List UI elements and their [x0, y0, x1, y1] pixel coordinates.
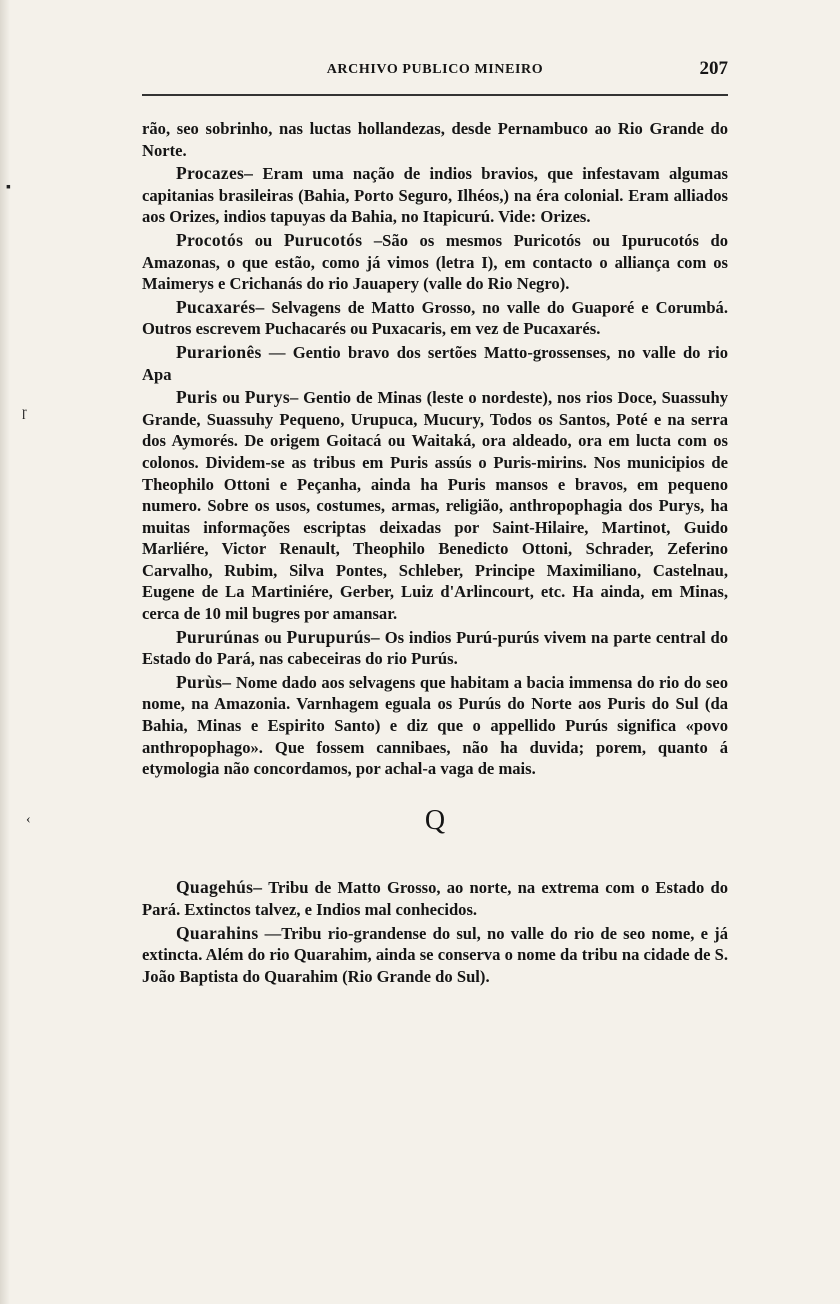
page-number: 207 — [699, 58, 728, 79]
entry-pururunas: Pururúnas ou Purupurús– Os indios Purú-purús vivem na parte central do Estado do Pará, nas cabeceiras do rio Purús. — [142, 626, 728, 669]
margin-mark: ɼ — [22, 405, 27, 420]
entry-puris: Puris ou Purys– Gentio de Minas (leste o nordeste), nos rios Doce, Suassuhy Grande, Suassuhy Pequeno, Urupuca, Mucury, Todos os Santos, Poté e na serra dos Aymorés. De origem Goitacá ou Waitaká, ora aldeado, ora em lucta com os colonos. Dividem-se as tribus em Puris assús o Puris-mirins. Nos municipios de Theophilo Ottoni e Peçanha, ainda ha Puris mansos e bravos, em pequeno numero. Sobre os usos, costumes, armas, religião, anthropophagia dos Purys, ha muitas informações escriptas deixadas por Saint-Hilaire, Martinot, Guido Marliére, Victor Renault, Theophilo Benedicto Ottoni, Schrader, Zeferino Carvalho, Rubim, Silva Pontes, Schleber, Principe Maximiliano, Castelnau, Eugene de La Martiniére, Gerber, Luiz d'Arlincourt, etc. Ha ainda, em Minas, cerca de 10 mil bugres por amansar. — [142, 387, 728, 624]
entry-pucaxares: Pucaxarés– Selvagens de Matto Grosso, no valle do Guaporé e Corumbá. Outros escrevem Puchacarés ou Puxacaris, em vez de Pucaxarés. — [142, 296, 728, 339]
section-letter: Q — [424, 804, 446, 836]
entry-head-alt: Purupurús– — [286, 626, 380, 647]
entry-procazes: Procazes– Eram uma nação de indios bravios, que infestavam algumas capitanias brasileiras (Bahia, Porto Seguro, Ilhéos,) na éra colonial. Eram alliados aos Orizes, indios tapuyas da Bahia, no Itapicurú. Vide: Orizes. — [142, 163, 728, 227]
entry-purariones: Purarionês — Gentio bravo dos sertões Matto-grossenses, no valle do rio Apa — [142, 341, 728, 384]
body-text — [142, 118, 728, 989]
entry-head: Purùs– — [176, 671, 232, 692]
header-rule — [142, 94, 728, 96]
entry-purus: Purùs– Nome dado aos selvagens que habitam a bacia immensa do rio do seo nome, na Amazonia. Varnhagem eguala os Purús do Norte aos Puris do Sul (da Bahia, Minas e Espirito Santo) e diz que o appellido Purús significa «povo anthropophago». Que fossem cannibaes, não ha duvida; porem, quanto á etymologia não concordamos, por achal-a vaga de mais. — [142, 671, 728, 779]
entry-head: Pucaxarés– — [176, 296, 265, 317]
entry-head-alt: Purys — [244, 387, 290, 408]
entry-procotos: Procotós ou Purucotós –São os mesmos Puricotós ou Ipurucotós do Amazonas, o que estão, como já vimos (letra I), em contacto o alliança com os Maimerys e Crichanás do rio Jauapery (valle do Rio Negro). — [142, 229, 728, 294]
entry-head: Purarionês — [176, 341, 262, 362]
running-title: ARCHIVO PUBLICO MINEIRO — [326, 62, 544, 77]
entry-head: Procotós — [176, 229, 244, 250]
running-header — [142, 58, 728, 86]
margin-mark: ▪ — [6, 180, 11, 195]
entry-head: Quarahins — [176, 922, 259, 943]
entry-quagehus: Quagehús– Tribu de Matto Grosso, ao norte, na extrema com o Estado do Pará. Extinctos talvez, e Indios mal conhecidos. — [142, 877, 728, 919]
entry-head: Procazes– — [176, 163, 254, 184]
entry-quarahins: Quarahins —Tribu rio-grandense do sul, no valle do rio de seo nome, e já extincta. Além do rio Quarahim, ainda se conserva o nome da tribu na cidade de S. João Baptista do Quarahim (Rio Grande do Sul). — [142, 922, 728, 986]
margin-mark: ‹ — [26, 812, 31, 827]
entry-head: Quagehús– — [176, 877, 263, 898]
entry-continuation: rão, seo sobrinho, nas luctas hollandezas, desde Pernambuco ao Rio Grande do Norte. — [142, 119, 728, 160]
entry-head: Puris — [176, 387, 218, 408]
entry-head-alt: Purucotós — [283, 229, 363, 250]
entry-head: Pururúnas — [176, 626, 260, 647]
